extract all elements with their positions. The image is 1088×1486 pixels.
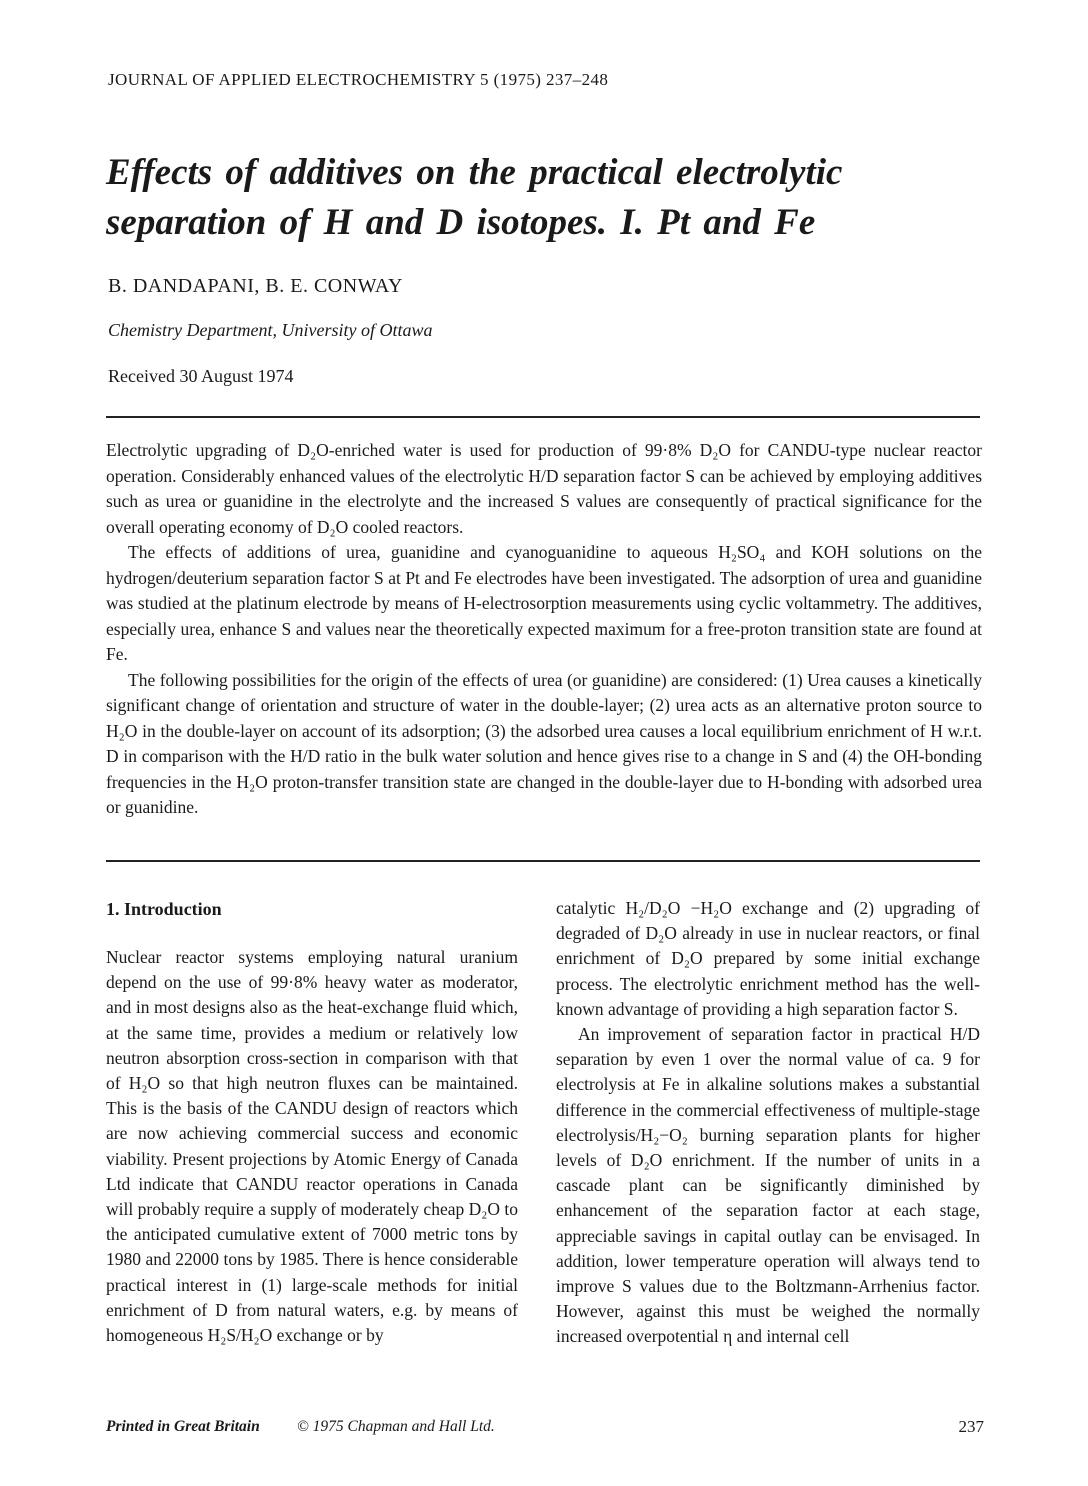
journal-header: JOURNAL OF APPLIED ELECTROCHEMISTRY 5 (1975) 237–248 <box>108 70 609 89</box>
body-paragraph: catalytic H₂/D₂O −H₂O exchange and (2) upgrading of degraded of D₂O already in use in nuclear reactors, or final enrichment of D₂O prepared by some initial exchange process. The electrolytic enrichment method has the well-known advantage of providing a high separation factor S. <box>556 898 980 1019</box>
right-column <box>556 896 980 1350</box>
printed-note: Printed in Great Britain <box>106 1418 260 1435</box>
affiliation: Chemistry Department, University of Ottawa <box>108 320 433 340</box>
abstract-paragraph-2: The effects of additions of urea, guanidine and cyanoguanidine to aqueous H₂SO₄ and KOH solutions on the hydrogen/deuterium separation factor S at Pt and Fe electrodes have been investigated. The adsorption of urea and guanidine was studied at the platinum electrode by means of H-electrosorption measurements using cyclic voltammetry. The additives, especially urea, enhance S and values near the theoretically expected maximum for a free-proton transition state are found at Fe. <box>106 542 982 664</box>
left-column <box>106 897 518 1348</box>
abstract-paragraph-3: The following possibilities for the origin of the effects of urea (or guanidine) are considered: (1) Urea causes a kinetically significant change of orientation and structure of water in the double-layer; (2) urea acts as an alternative proton source to H₂O in the double-layer on account of its adsorption; (3) the adsorbed urea causes a local equilibrium enrichment of H w.r.t. D in comparison with the H/D ratio in the bulk water solution and hence gives rise to a change in S and (4) the OH-bonding frequencies in the H₂O proton-transfer transition state are changed in the double-layer due to H-bonding with adsorbed urea or guanidine. <box>106 669 982 817</box>
abstract <box>106 438 982 821</box>
section-heading: 1. Introduction <box>106 899 222 919</box>
abstract-bottom-rule <box>106 860 980 862</box>
paper-title <box>106 148 1006 248</box>
title-line-1: Effects of additives on the practical electrolytic <box>106 152 843 193</box>
authors: B. DANDAPANI, B. E. CONWAY <box>108 275 403 297</box>
copyright-note: © 1975 Chapman and Hall Ltd. <box>297 1418 495 1435</box>
body-paragraph: An improvement of separation factor in practical H/D separation by even 1 over the normal value of ca. 9 for electrolysis at Fe in alkaline solutions makes a substantial difference in the commercial effectiveness of multiple-stage electrolysis/H₂−O₂ burning separation plants for higher levels of D₂O enrichment. If the number of units in a cascade plant can be significantly diminished by enhancement of the separation factor at each stage, appreciable savings in capital outlay can be envisaged. In addition, lower temperature operation will always tend to improve S values due to the Boltzmann-Arrhenius factor. However, against this must be weighed the normally increased overpotential η and internal cell <box>556 1024 980 1347</box>
title-line-2: separation of H and D isotopes. I. Pt and Fe <box>106 202 816 243</box>
page-number: 237 <box>958 1417 984 1436</box>
abstract-paragraph-1: Electrolytic upgrading of D₂O-enriched water is used for production of 99·8% D₂O for CANDU-type nuclear reactor operation. Considerably enhanced values of the electrolytic H/D separation factor S can be achieved by employing additives such as urea or guanidine in the electrolyte and the increased S values are consequently of practical significance for the overall operating economy of D₂O cooled reactors. <box>106 440 982 537</box>
top-rule <box>106 416 980 418</box>
body-paragraph: Nuclear reactor systems employing natural uranium depend on the use of 99·8% heavy water as moderator, and in most designs also as the heat-exchange fluid which, at the same time, provides a medium or relatively low neutron absorption cross-section in comparison with that of H₂O so that high neutron fluxes can be maintained. This is the basis of the CANDU design of reactors which are now achieving commercial success and economic viability. Present projections by Atomic Energy of Canada Ltd indicate that CANDU reactor operations in Canada will probably require a supply of moderately cheap D₂O to the anticipated cumulative extent of 7000 metric tons by 1980 and 22000 tons by 1985. There is hence considerable practical interest in (1) large-scale methods for initial enrichment of D from natural waters, e.g. by means of homogeneous H₂S/H₂O exchange or by <box>106 947 518 1346</box>
received-date: Received 30 August 1974 <box>108 366 294 386</box>
